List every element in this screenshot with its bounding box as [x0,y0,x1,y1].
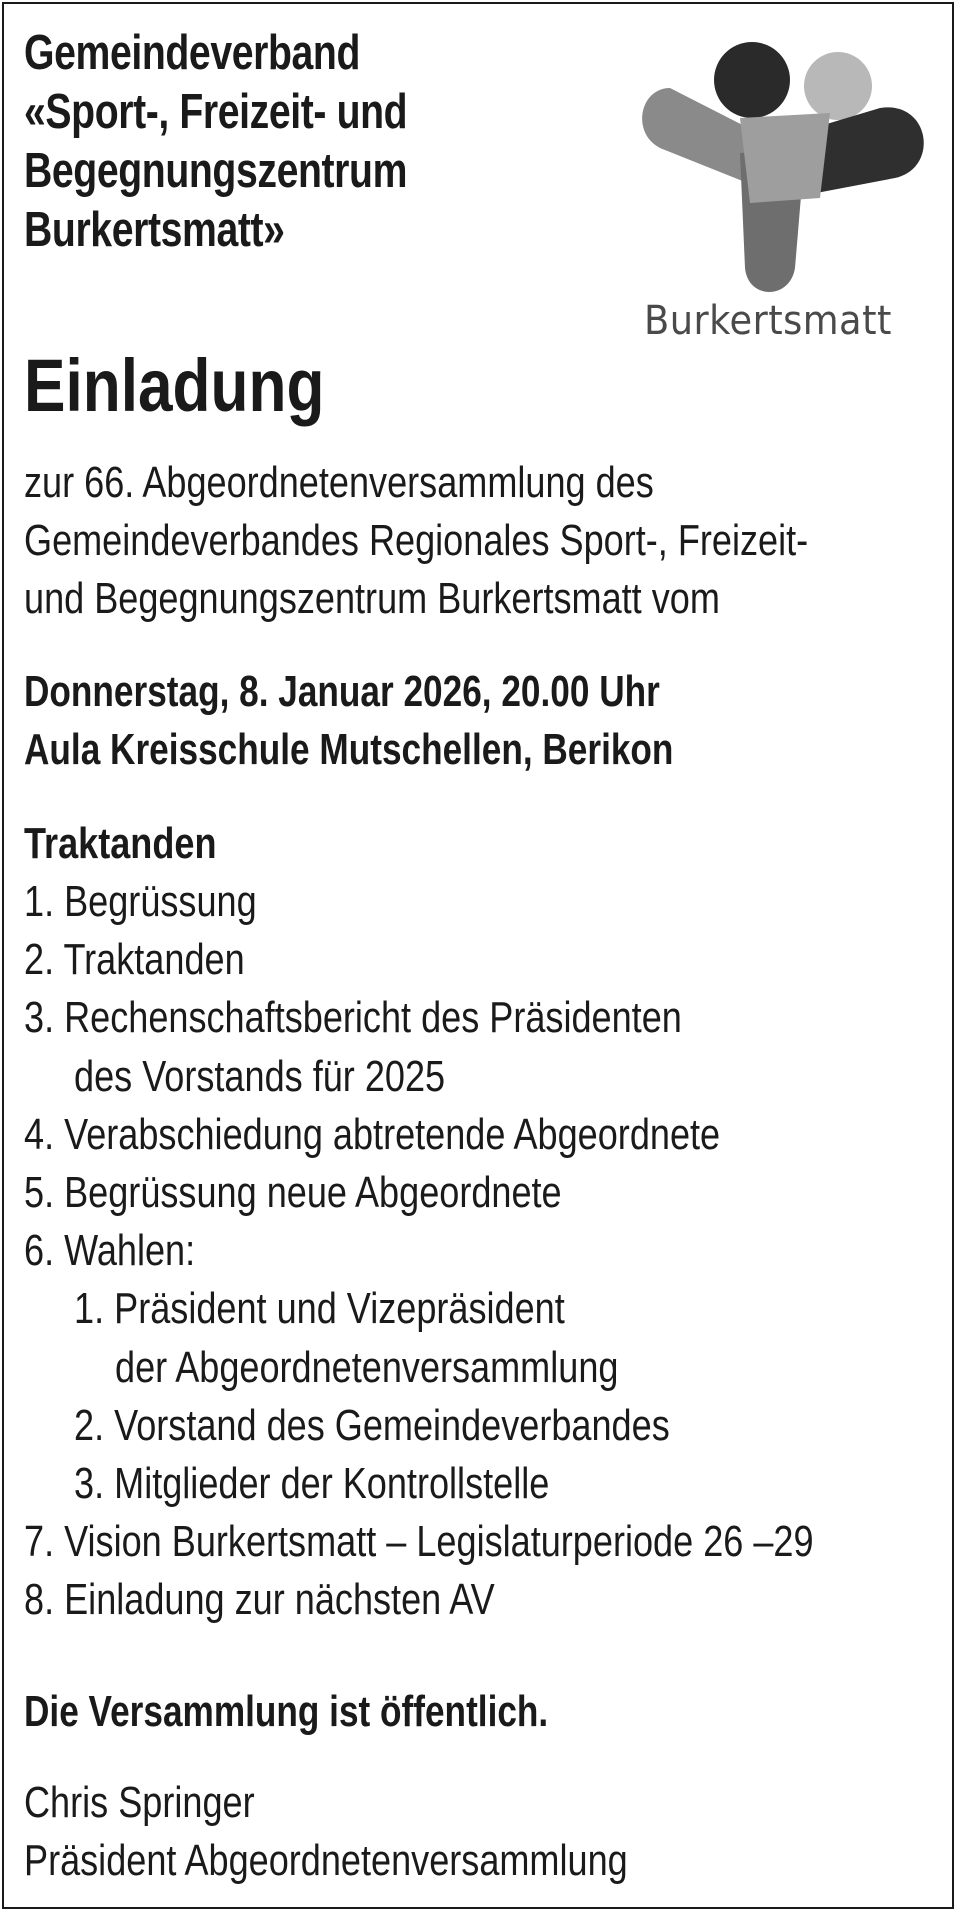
organization-line: Gemeindeverband [24,26,361,80]
signature-role: Präsident Abgeordnetenversammlung [24,1836,628,1885]
page-title: Einladung [24,344,325,427]
logo-circle-dark [714,42,790,118]
agenda-item: 6. Wahlen: [24,1226,196,1276]
agenda-subitem: 1. Präsident und Vizepräsident [74,1284,565,1334]
agenda-subitem: 3. Mitglieder der Kontrollstelle [74,1459,550,1509]
agenda-item-continuation: des Vorstands für 2025 [74,1051,446,1101]
intro-text [24,454,808,628]
agenda-item: 3. Rechenschaftsbericht des Präsidenten [24,993,682,1043]
event-location: Aula Kreisschule Mutschellen, Berikon [24,725,674,774]
intro-line: und Begegnungszentrum Burkertsmatt vom [24,574,720,623]
organization-line: Begegnungszentrum [24,144,408,198]
agenda-item: 1. Begrüssung [24,877,257,926]
logo-circle-light [804,52,872,120]
event-details [24,663,673,779]
intro-line: zur 66. Abgeordnetenversammlung des [24,458,654,507]
agenda-item: 7. Vision Burkertsmatt – Legislaturperiode 26 –29 [24,1517,814,1567]
agenda-item: 2. Traktanden [24,935,245,985]
agenda-heading: Traktanden [24,819,217,868]
signature-block [24,1774,628,1890]
agenda-item: 4. Verabschiedung abtretende Abgeordnete [24,1109,721,1159]
burkertsmatt-logo-icon [630,38,930,298]
logo-center [740,113,830,203]
public-notice: Die Versammlung ist öffentlich. [24,1687,549,1736]
agenda-item: 8. Einladung zur nächsten AV [24,1575,495,1625]
signature-name: Chris Springer [24,1778,255,1827]
organization-line: Burkertsmatt» [24,203,285,257]
organization-line: «Sport-, Freizeit- und [24,85,408,139]
event-datetime: Donnerstag, 8. Januar 2026, 20.00 Uhr [24,667,660,716]
agenda-item: 5. Begrüssung neue Abgeordnete [24,1168,562,1218]
agenda-list [24,873,814,1630]
organization-name [24,24,407,260]
logo-wordmark: Burkertsmatt [644,298,892,344]
intro-line: Gemeindeverbandes Regionales Sport-, Freizeit- [24,516,809,565]
agenda-subitem: 2. Vorstand des Gemeindeverbandes [74,1400,670,1450]
agenda-subitem-continuation: der Abgeordnetenversammlung [115,1342,619,1392]
